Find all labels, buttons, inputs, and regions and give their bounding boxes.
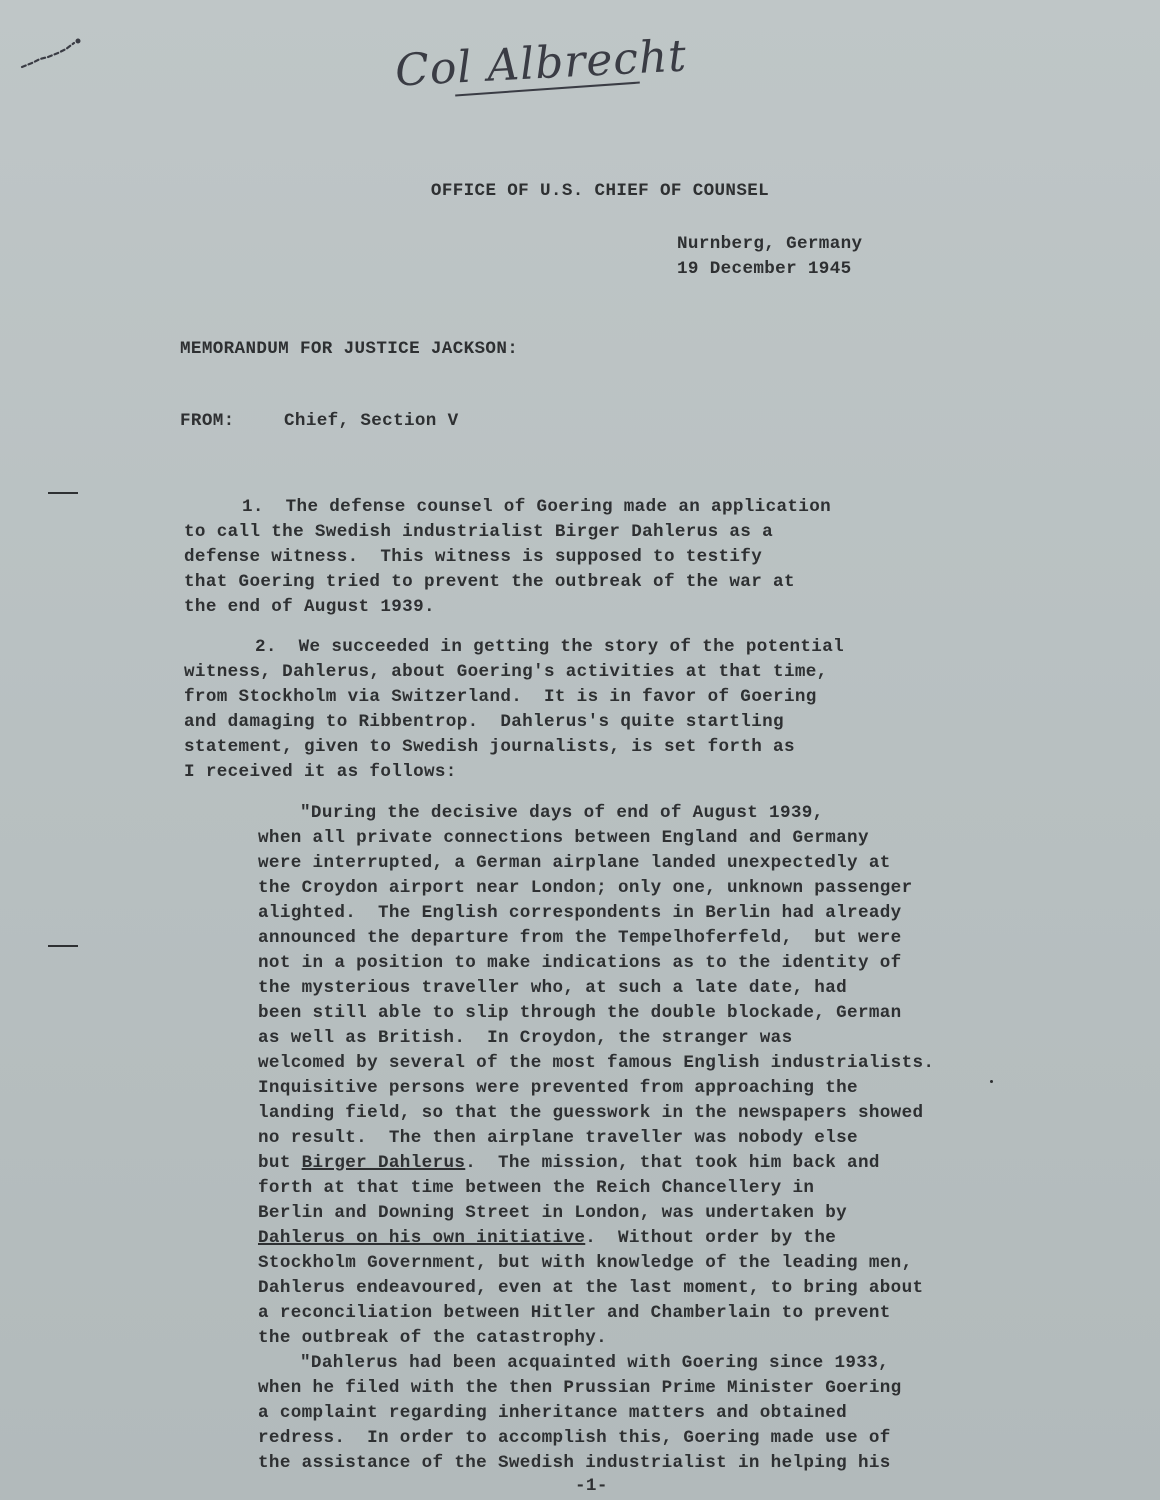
quote-line: welcomed by several of the most famous English industrialists. — [258, 1053, 935, 1073]
quote-line: the mysterious traveller who, at such a late date, had — [258, 978, 848, 998]
quote-line: the outbreak of the catastrophy. — [258, 1328, 608, 1348]
underlined-initiative: Dahlerus on his own initiative — [258, 1228, 586, 1248]
quote-line: the assistance of the Swedish industrialist in helping his — [258, 1453, 891, 1473]
quote-line: "During the decisive days of end of August 1939, — [300, 803, 824, 823]
quote-line: been still able to slip through the double blockade, German — [258, 1003, 902, 1023]
quote-line: when all private connections between England and Germany — [258, 828, 869, 848]
handwritten-annotation: Col Albrecht — [393, 30, 689, 97]
from-value: Chief, Section V — [284, 411, 459, 431]
stray-ink-dot — [990, 1080, 993, 1083]
quote-text: . Without order by the — [585, 1228, 837, 1248]
quote-line-with-underline — [258, 1227, 836, 1250]
quote-line: not in a position to make indications as to the identity of — [258, 953, 902, 973]
quote-line: no result. The then airplane traveller was nobody else — [258, 1128, 858, 1148]
page-number: -1- — [575, 1476, 608, 1496]
quote-line: landing field, so that the guesswork in the newspapers showed — [258, 1103, 924, 1123]
paragraph-line: 1. The defense counsel of Goering made an application — [242, 497, 832, 517]
pen-scribble-mark — [18, 35, 88, 75]
paragraph-line: to call the Swedish industrialist Birger Dahlerus as a — [184, 522, 774, 542]
quote-line: announced the departure from the Tempelhoferfeld, but were — [258, 928, 902, 948]
quote-line: the Croydon airport near London; only one, unknown passenger — [258, 878, 913, 898]
quote-line: a complaint regarding inheritance matters and obtained — [258, 1403, 848, 1423]
date: 19 December 1945 — [677, 259, 852, 279]
quote-line: alighted. The English correspondents in Berlin had already — [258, 903, 902, 923]
quote-line: forth at that time between the Reich Chancellery in — [258, 1178, 815, 1198]
quote-text: . The mission, that took him back and — [465, 1153, 880, 1173]
quote-line: Dahlerus endeavoured, even at the last moment, to bring about — [258, 1278, 924, 1298]
paragraph-line: defense witness. This witness is supposed to testify — [184, 547, 763, 567]
paragraph-line: from Stockholm via Switzerland. It is in favor of Goering — [184, 687, 817, 707]
margin-tick-mark — [48, 492, 78, 494]
quote-line: Inquisitive persons were prevented from approaching the — [258, 1078, 858, 1098]
quote-line: "Dahlerus had been acquainted with Goering since 1933, — [300, 1353, 890, 1373]
quote-line: Stockholm Government, but with knowledge of the leading men, — [258, 1253, 913, 1273]
paragraph-line: statement, given to Swedish journalists, is set forth as — [184, 737, 795, 757]
paragraph-line: that Goering tried to prevent the outbreak of the war at — [184, 572, 795, 592]
paragraph-line: 2. We succeeded in getting the story of the potential — [255, 637, 845, 657]
paragraph-line: the end of August 1939. — [184, 597, 435, 617]
memo-recipient: MEMORANDUM FOR JUSTICE JACKSON: — [180, 339, 519, 359]
paragraph-line: witness, Dahlerus, about Goering's activities at that time, — [184, 662, 828, 682]
margin-tick-mark — [48, 945, 78, 947]
quote-text: but — [258, 1153, 302, 1173]
place: Nurnberg, Germany — [677, 234, 863, 254]
quote-line-with-underline — [258, 1152, 880, 1175]
quote-line: Berlin and Downing Street in London, was undertaken by — [258, 1203, 848, 1223]
from-label: FROM: — [180, 411, 235, 431]
underlined-name: Birger Dahlerus — [301, 1153, 466, 1173]
quote-line: when he filed with the then Prussian Prime Minister Goering — [258, 1378, 902, 1398]
quote-line: as well as British. In Croydon, the stranger was — [258, 1028, 793, 1048]
paragraph-line: I received it as follows: — [184, 762, 457, 782]
paragraph-line: and damaging to Ribbentrop. Dahlerus's quite startling — [184, 712, 784, 732]
quote-line: redress. In order to accomplish this, Goering made use of — [258, 1428, 891, 1448]
quote-line: a reconciliation between Hitler and Chamberlain to prevent — [258, 1303, 891, 1323]
quote-line: were interrupted, a German airplane landed unexpectedly at — [258, 853, 891, 873]
office-heading: OFFICE OF U.S. CHIEF OF COUNSEL — [430, 181, 770, 201]
